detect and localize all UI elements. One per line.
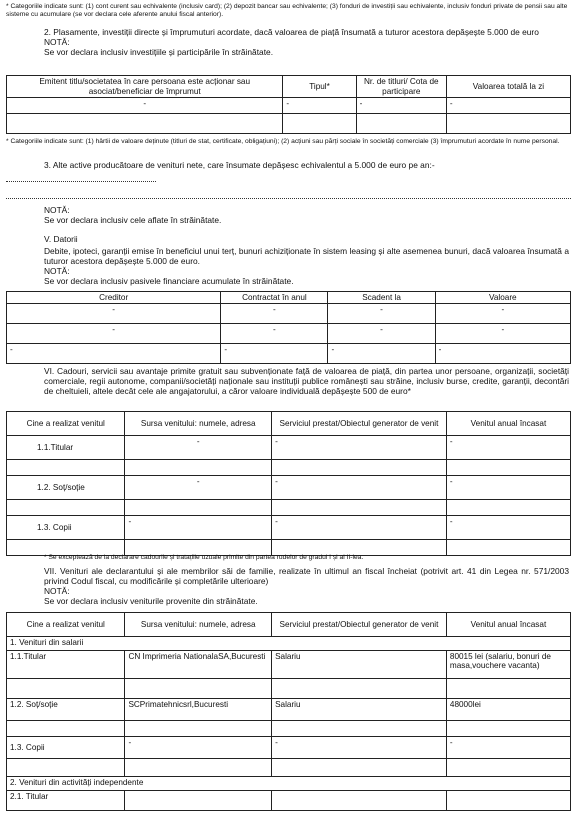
table-cell: Salariu <box>272 699 447 721</box>
table-cell: 80015 lei (salariu, bonuri de masa,vouchere vacanta) <box>446 651 570 679</box>
nota-text: Se vor declara inclusiv pasivele financiare acumulate în străinătate. <box>44 276 294 287</box>
incomes-table-wrap <box>0 612 577 811</box>
investments-table <box>6 75 571 134</box>
table-cell <box>446 114 570 134</box>
table-cell: - <box>272 516 447 540</box>
table-row <box>7 500 571 516</box>
table-cell <box>446 460 570 476</box>
section-title: V. Datorii <box>44 234 78 244</box>
table-cell <box>272 791 447 811</box>
investments-table-wrap <box>0 75 577 134</box>
section-gifts <box>0 366 577 396</box>
table-cell <box>283 114 356 134</box>
table-cell: - <box>221 304 328 324</box>
table-cell: - <box>435 324 570 344</box>
table-cell: CN Imprimeria NationalaSA,Bucuresti <box>125 651 272 679</box>
row-label: 1.2. Soț/soție <box>7 699 125 721</box>
table-cell: - <box>446 516 570 540</box>
incomes-table <box>6 612 571 811</box>
column-header: Venitul anual încasat <box>446 613 570 637</box>
section-paragraph: Debite, ipoteci, garanții emise în beneficiul unui terț, bunuri achiziționate în sistem leasing și alte asemenea bunuri, dacă valoarea însumată a tuturor acestora depășește 5.000 de euro. <box>44 246 569 267</box>
table-cell: - <box>328 344 435 364</box>
table-cell <box>272 500 447 516</box>
table-row <box>7 699 571 721</box>
section-paragraph: VII. Venituri ale declarantului și ale membrilor săi de familie, realizate în ultimul an fiscal încheiat (potrivit art. 41 din Legea nr. 571/2003 privind Codul fiscal, cu modificările și completările ulterioare) <box>44 566 569 587</box>
table-cell: - <box>125 476 272 500</box>
table-row <box>7 679 571 699</box>
table-cell <box>125 791 272 811</box>
column-header: Nr. de titluri/ Cota de participare <box>356 76 446 98</box>
section-other-assets <box>0 160 577 225</box>
table-cell: SCPrimatehnicsrl,Bucuresti <box>125 699 272 721</box>
table-row <box>7 344 571 364</box>
section-paragraph: VI. Cadouri, servicii sau avantaje primite gratuit sau subvenționate față de valoarea de piață, din partea unor persoane, organizații, societăți comerciale, regii autonome, companii/societăți naționale sau instituții publice românești sau străine, inclusiv burse, credite, garanții, decontări de cheltuieli, altele decât cele ale angajatorului, a căror valoare individuală depășește 500 de euro* <box>44 366 569 397</box>
table-cell <box>446 759 570 777</box>
group-label: 2. Venituri din activități independente <box>7 777 571 791</box>
column-header: Serviciul prestat/Obiectul generator de venit <box>272 613 447 637</box>
gifts-footnote <box>0 554 577 562</box>
debts-table <box>6 291 571 364</box>
table-cell: - <box>125 737 272 759</box>
table-header-row <box>7 613 571 637</box>
table-cell: - <box>328 324 435 344</box>
table-cell <box>125 460 272 476</box>
row-label: 1.3. Copii <box>7 516 125 540</box>
table-cell: - <box>272 476 447 500</box>
table-row <box>7 737 571 759</box>
debts-table-wrap <box>0 291 577 364</box>
nota-label: NOTĂ: <box>44 586 70 597</box>
row-label: 1.3. Copii <box>7 737 125 759</box>
table-cell <box>125 721 272 737</box>
table-cell <box>446 679 570 699</box>
investments-footnote <box>0 138 577 146</box>
table-row <box>7 460 571 476</box>
table-row <box>7 759 571 777</box>
section-debts <box>0 234 577 286</box>
column-header: Tipul* <box>283 76 356 98</box>
nota-text: Se vor declara inclusiv cele aflate în străinătate. <box>44 215 222 226</box>
table-row <box>7 436 571 460</box>
table-cell <box>272 460 447 476</box>
table-cell: - <box>328 304 435 324</box>
table-cell: Salariu <box>272 651 447 679</box>
table-row <box>7 476 571 500</box>
nota-label: NOTĂ: <box>44 266 70 277</box>
nota-label: NOTĂ: <box>44 37 70 48</box>
table-cell <box>7 759 125 777</box>
column-header: Sursa venitului: numele, adresa <box>125 613 272 637</box>
column-header: Cine a realizat venitul <box>7 412 125 436</box>
table-cell <box>7 500 125 516</box>
table-cell: - <box>7 344 221 364</box>
table-header-row <box>7 292 571 304</box>
column-header: Valoarea totală la zi <box>446 76 570 98</box>
table-cell <box>272 679 447 699</box>
nota-text: Se vor declara inclusiv veniturile provenite din străinătate. <box>44 596 258 607</box>
table-cell: - <box>272 436 447 460</box>
table-cell: 48000lei <box>446 699 570 721</box>
column-header: Creditor <box>7 292 221 304</box>
top-footnote <box>0 3 577 20</box>
gifts-table-wrap <box>0 411 577 556</box>
table-cell <box>7 460 125 476</box>
table-cell <box>272 759 447 777</box>
table-cell: - <box>7 98 283 114</box>
column-header: Sursa venitului: numele, adresa <box>125 412 272 436</box>
section-paragraph: 3. Alte active producătoare de venituri nete, care însumate depășesc echivalentul a 5.000 de euro pe an:- <box>44 160 435 170</box>
table-cell <box>7 679 125 699</box>
column-header: Venitul anual încasat <box>446 412 570 436</box>
section-incomes <box>0 566 577 606</box>
table-cell <box>446 791 570 811</box>
dotted-line <box>6 197 571 199</box>
table-cell: - <box>125 516 272 540</box>
column-header: Contractat în anul <box>221 292 328 304</box>
table-cell: - <box>283 98 356 114</box>
column-header: Serviciul prestat/Obiectul generator de venit <box>272 412 447 436</box>
table-cell: - <box>221 324 328 344</box>
footnote-text: * Categoriile indicate sunt: (1) hârtii de valoare deținute (titluri de stat, certificate, obligațiuni); (2) acțiuni sau părți sociale în societăți comerciale (3) împrumuturi acordate în nume personal. <box>6 138 560 145</box>
table-row <box>7 324 571 344</box>
table-header-row <box>7 412 571 436</box>
table-cell <box>125 679 272 699</box>
nota-text: Se vor declara inclusiv investițiile și participările în străinătate. <box>44 47 274 58</box>
table-cell: - <box>125 436 272 460</box>
table-row <box>7 98 571 114</box>
table-row <box>7 791 571 811</box>
table-row <box>7 651 571 679</box>
table-group-row <box>7 637 571 651</box>
table-cell <box>125 500 272 516</box>
column-header: Cine a realizat venitul <box>7 613 125 637</box>
table-row <box>7 516 571 540</box>
table-group-row <box>7 777 571 791</box>
row-label: 1.1.Titular <box>7 436 125 460</box>
group-label: 1. Venituri din salarii <box>7 637 571 651</box>
footnote-text: * Se exceptează de la declarare cadourile și tratațiile uzuale primite din partea rudelor de gradul I și al II-lea. <box>44 554 364 561</box>
table-row <box>7 304 571 324</box>
table-cell <box>125 759 272 777</box>
nota-label: NOTĂ: <box>44 205 70 216</box>
footnote-text: * Categoriile indicate sunt: (1) cont curent sau echivalente (inclusiv card); (2) depozit bancar sau echivalente; (3) fonduri de investiții sau echivalente, inclusiv fonduri private de pensii sau alte sisteme cu acumulare (se vor declara cele aferente anului fiscal anterior). <box>6 3 568 19</box>
gifts-table <box>6 411 571 556</box>
table-cell: - <box>446 476 570 500</box>
table-cell: - <box>446 436 570 460</box>
section-investments <box>0 27 577 57</box>
table-header-row <box>7 76 571 98</box>
table-cell <box>446 721 570 737</box>
table-cell <box>272 721 447 737</box>
section-paragraph: 2. Plasamente, investiții directe și împrumuturi acordate, dacă valoarea de piață însumată a tuturor acestora depășește 5.000 de euro <box>44 27 539 37</box>
table-cell: - <box>435 304 570 324</box>
table-cell: - <box>272 737 447 759</box>
row-label: 1.1.Titular <box>7 651 125 679</box>
table-cell <box>356 114 446 134</box>
table-cell <box>446 500 570 516</box>
column-header: Scadent la <box>328 292 435 304</box>
table-cell: - <box>446 98 570 114</box>
table-cell <box>7 114 283 134</box>
table-cell: - <box>435 344 570 364</box>
table-row <box>7 114 571 134</box>
column-header: Emitent titlu/societatea în care persoana este acționar sau asociat/beneficiar de împrumut <box>7 76 283 98</box>
dotted-line <box>6 180 156 182</box>
table-cell: - <box>7 304 221 324</box>
table-cell <box>7 721 125 737</box>
table-row <box>7 721 571 737</box>
table-cell: - <box>446 737 570 759</box>
table-cell: - <box>7 324 221 344</box>
row-label: 1.2. Soț/soție <box>7 476 125 500</box>
table-cell: - <box>221 344 328 364</box>
column-header: Valoare <box>435 292 570 304</box>
table-cell: - <box>356 98 446 114</box>
row-label: 2.1. Titular <box>7 791 125 811</box>
